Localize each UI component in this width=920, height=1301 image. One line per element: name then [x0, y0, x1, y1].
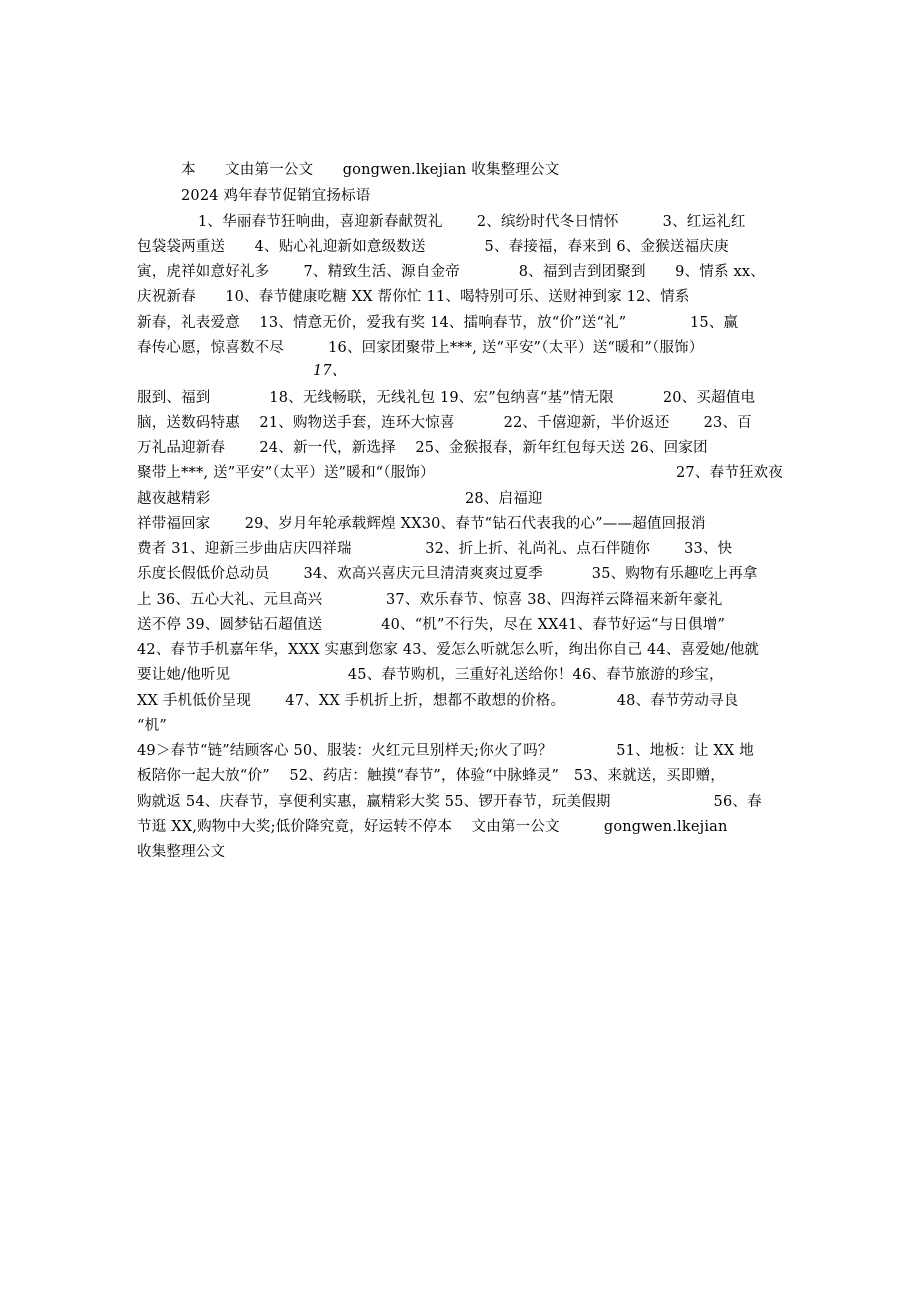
body-line: 购就返 54、庆春节，享便利实惠，赢精彩大奖 55、锣开春节，玩美假期 56、春	[137, 794, 762, 810]
body-line: 越夜越精彩	[137, 491, 211, 507]
body-line: 庆祝新春 10、春节健康吃糖 XX 帮你忙 11、喝特别可乐、送财神到家 12、情系	[137, 289, 690, 305]
body-line: 42、春节手机嘉年华，XXX 实惠到您家 43、爱怎么听就怎么听，绚出你自己 44、喜爱她/他就	[137, 642, 760, 658]
document-title: 2024 鸡年春节促销宜扬标语	[181, 188, 371, 204]
body-line: 17、	[313, 363, 347, 379]
body-line: 送不停 39、圆梦钻石超值送 40、“机”不行失，尽在 XX41、春节好运“与日俱增”	[137, 617, 726, 633]
body-line: 祥带福回家 29、岁月年轮承载辉煌 XX30、春节“钻石代表我的心”——超值回报消	[137, 516, 706, 532]
body-line: 脑，送数码特惠 21、购物送手套，连环大惊喜 22、千僖迎新，半价返还 23、百	[137, 415, 752, 431]
body-line: XX 手机低价呈现 47、XX 手机折上折，想都不敢想的价格。 48、春节劳动寻良	[137, 693, 739, 709]
body-line: 49＞春节“链”结顾客心 50、服装：火红元旦别样天;你火了吗？ 51、地板：让 XX 地	[137, 743, 754, 759]
body-line: 春传心愿，惊喜数不尽 16、回家团聚带上***, 送“平安”（太平）送“暖和”（服饰）	[137, 340, 704, 356]
body-line: 节逛 XX,购物中大奖;低价降究竟，好运转不停本 文由第一公文 gongwen.lkejian	[137, 819, 728, 835]
body-line: 服到、福到 18、无线畅联，无线礼包 19、宏”包纳喜“基”情无限 20、买超值电	[137, 390, 756, 406]
body-line: 要让她/他听见 45、春节购机，三重好礼送给你！46、春节旅游的珍宝，	[137, 667, 724, 683]
document-header: 本 文由第一公文 gongwen.lkejian 收集整理公文	[181, 162, 560, 178]
body-line: 板陪你一起大放“价” 52、药店：触摸“春节”，体验“中脉蜂灵” 53、来就送，买即赠，	[137, 768, 725, 784]
body-line: 包袋袋两重送 4、贴心礼迎新如意级数送 5、春接福，春来到 6、金猴送福庆庚	[137, 239, 729, 255]
body-line: 万礼品迎新春 24、新一代，新选择 25、金猴报春，新年红包每天送 26、回家团	[137, 440, 708, 456]
body-line: 新春，礼表爱意 13、情意无价，爱我有奖 14、擂响春节，放“价”送“礼” 15、赢	[137, 315, 739, 331]
body-line: 费者 31、迎新三步曲店庆四祥瑞 32、折上折、礼尚礼、点石伴随你 33、快	[137, 541, 733, 557]
body-line: 寅，虎祥如意好礼多 7、精致生活、源自金帝 8、福到吉到团聚到 9、情系 xx、	[137, 264, 765, 280]
body-line: 上 36、五心大礼、元旦高兴 37、欢乐春节、惊喜 38、四海祥云降福来新年豪礼	[137, 592, 723, 608]
body-line: 收集整理公文	[137, 844, 226, 860]
body-line: 27、春节狂欢夜	[676, 465, 784, 481]
body-line: 28、启福迎	[465, 491, 543, 507]
body-line: 1、华丽春节狂响曲，喜迎新春献贺礼 2、缤纷时代冬日情怀 3、红运礼红	[198, 214, 746, 230]
body-line: 聚带上***, 送”平安”（太平）送”暖和“（服饰）	[137, 465, 435, 481]
body-line: 乐度长假低价总动员 34、欢高兴喜庆元旦清清爽爽过夏季 35、购物有乐趣吃上再拿	[137, 566, 758, 582]
body-line: “机”	[137, 718, 167, 734]
